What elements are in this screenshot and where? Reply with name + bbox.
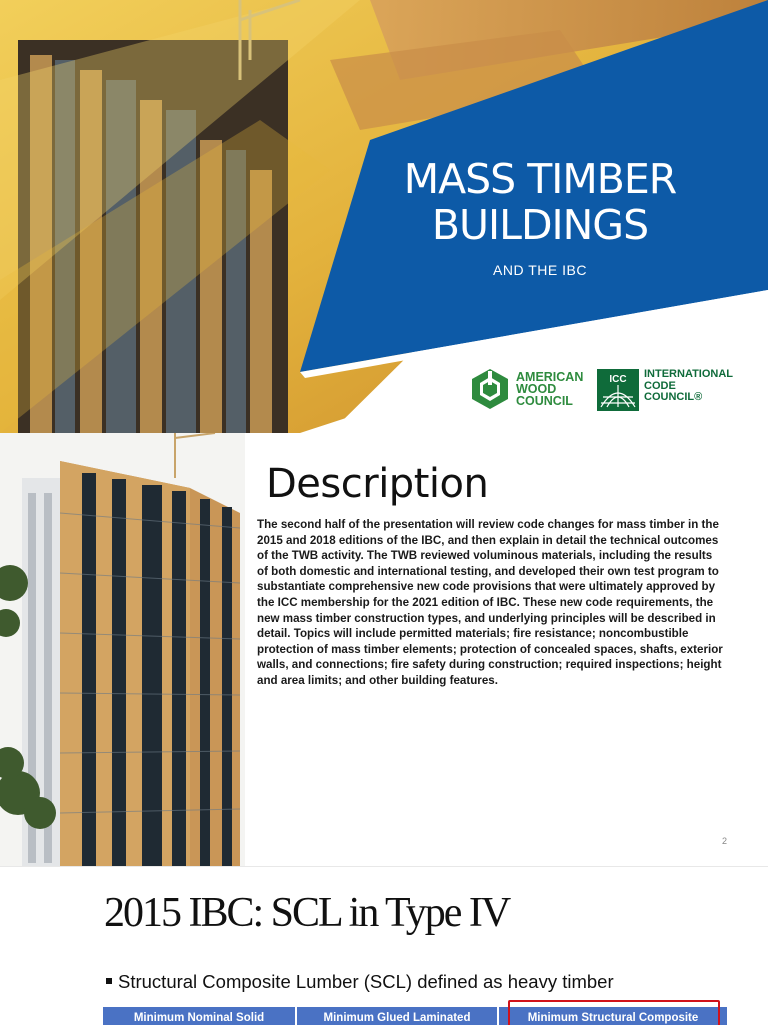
table-header-structural-composite: Minimum Structural Composite bbox=[499, 1007, 727, 1025]
american-wood-council-logo bbox=[470, 367, 583, 411]
awc-line-2: WOOD bbox=[516, 382, 557, 396]
icc-wordmark bbox=[644, 369, 733, 404]
title-line-1: MASS TIMBER bbox=[403, 155, 677, 203]
scl-type-iv-slide bbox=[0, 866, 768, 1025]
description-body: The second half of the presentation will review code changes for mass timber in the 2015 and 2018 editions of the IBC, and then explain in detail the technical outcomes of the TWB activity. The TWB reviewed voluminous materials, including the results of both domestic and international testing, and developed their own test program to substantiate comprehensive new code provisions that were ultimately approved by the ICC membership for the 2021 edition of IBC. These new code requirements, the new mass timber construction types, and underlying principles will be described in detail. Topics will include permitted materials; fire resistance; noncombustible protection of mass timber elements; protection of concealed spaces, shafts, exterior walls, and connections; fire safety during construction; required inspections; height and area limits; and other building features. bbox=[257, 518, 723, 687]
international-code-council-logo bbox=[597, 369, 733, 411]
slide3-bullet bbox=[106, 971, 614, 993]
title-block bbox=[380, 156, 700, 278]
timber-tower-photo bbox=[0, 433, 245, 866]
title-slide bbox=[0, 0, 768, 433]
awc-wordmark bbox=[516, 371, 583, 407]
awc-line-3: COUNCIL bbox=[516, 394, 573, 408]
icc-globe-icon bbox=[597, 369, 639, 411]
slide-page-number: 2 bbox=[722, 836, 728, 846]
title-line-2: BUILDINGS bbox=[431, 201, 649, 249]
red-highlight-box bbox=[508, 1000, 720, 1025]
icc-line-2: CODE bbox=[644, 379, 676, 392]
bullet-square-icon bbox=[106, 978, 112, 984]
awc-cube-icon bbox=[470, 367, 510, 411]
description-title: Description bbox=[266, 461, 489, 507]
description-slide bbox=[0, 433, 768, 866]
icc-line-3: COUNCIL® bbox=[644, 391, 703, 403]
icc-mark-text: ICC bbox=[609, 374, 627, 385]
slide3-title: 2015 IBC: SCL in Type IV bbox=[104, 890, 510, 936]
bullet-text: Structural Composite Lumber (SCL) defined as heavy timber bbox=[118, 971, 614, 992]
awc-line-1: AMERICAN bbox=[516, 370, 584, 384]
table-header-nominal-solid: Minimum Nominal Solid bbox=[103, 1007, 295, 1025]
table-header-glued-laminated: Minimum Glued Laminated bbox=[297, 1007, 497, 1025]
icc-line-1: INTERNATIONAL bbox=[644, 368, 734, 380]
subtitle: AND THE IBC bbox=[493, 262, 587, 278]
